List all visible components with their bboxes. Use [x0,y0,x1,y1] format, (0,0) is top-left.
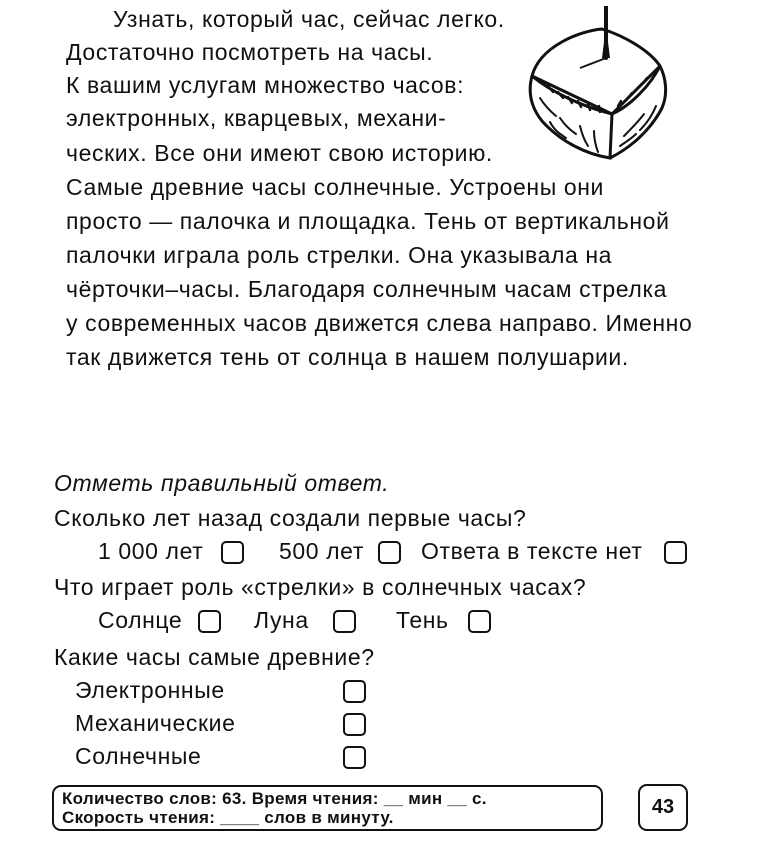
reading-speed-line: Скорость чтения: ____ слов в минуту. [62,808,394,827]
q2-option-2-label: Луна [254,607,309,633]
instruction-text: Отметь правильный ответ. [54,470,390,496]
passage-line-8: палочки играла роль стрелки. Она указывала на [66,242,613,268]
passage-line-11: так движется тень от солнца в нашем полушарии. [66,344,629,370]
word-count-line: Количество слов: 63. Время чтения: __ мин __ с. [62,789,487,808]
q3-option-2-checkbox[interactable] [343,713,366,736]
reading-stats-box [52,785,603,831]
passage-line-6: Самые древние часы солнечные. Устроены они [66,174,604,200]
q3-option-1-label: Электронные [75,677,225,703]
page-number: 43 [638,784,688,831]
passage-line-2: Достаточно посмотреть на часы. [66,39,434,65]
q3-option-3-label: Солнечные [75,743,202,769]
q2-option-2-checkbox[interactable] [333,610,356,633]
passage-line-3: К вашим услугам множество часов: [66,72,465,98]
passage-line-7: просто — палочка и площадка. Тень от вертикальной [66,208,670,234]
q2-option-3-label: Тень [396,607,449,633]
q1-option-1-label: 1 000 лет [98,538,204,564]
q3-option-2-label: Механические [75,710,236,736]
q1-option-2-checkbox[interactable] [378,541,401,564]
passage-line-1: Узнать, который час, сейчас легко. [113,6,505,32]
q2-option-1-label: Солнце [98,607,183,633]
passage-line-5: ческих. Все они имеют свою историю. [66,140,493,166]
passage-line-4: электронных, кварцевых, механи- [66,105,447,131]
q1-option-1-checkbox[interactable] [221,541,244,564]
passage-line-9: чёрточки–часы. Благодаря солнечным часам стрелка [66,276,668,302]
sundial-icon [520,6,695,176]
passage-line-10: у современных часов движется слева направо. Именно [66,310,693,336]
q1-option-3-label: Ответа в тексте нет [421,538,643,564]
q1-option-2-label: 500 лет [279,538,364,564]
q2-option-3-checkbox[interactable] [468,610,491,633]
q3-option-1-checkbox[interactable] [343,680,366,703]
q3-option-3-checkbox[interactable] [343,746,366,769]
question-3-text: Какие часы самые древние? [54,644,375,670]
question-1-text: Сколько лет назад создали первые часы? [54,505,527,531]
q1-option-3-checkbox[interactable] [664,541,687,564]
q2-option-1-checkbox[interactable] [198,610,221,633]
question-2-text: Что играет роль «стрелки» в солнечных часах? [54,574,587,600]
